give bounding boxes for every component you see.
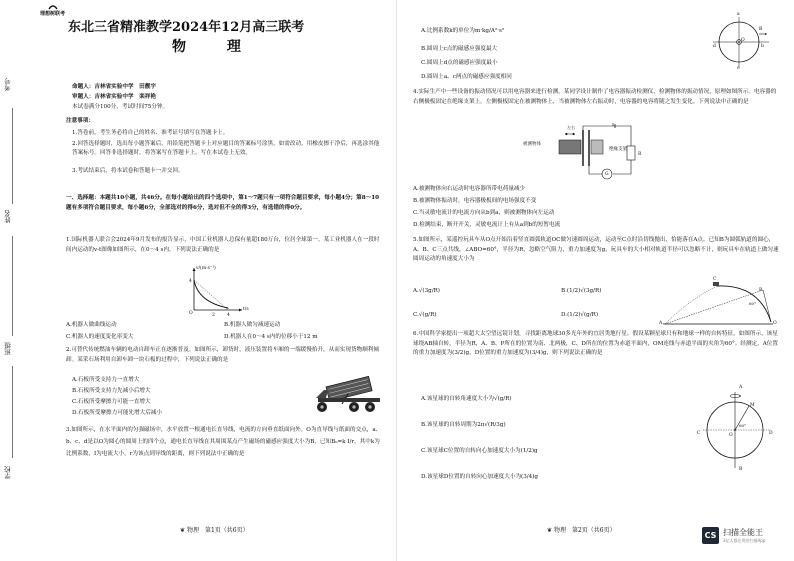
q4-option-d: D.检测结束，断开开关，灵敏电流计上有从a到b的短暂电流: [413, 222, 561, 228]
section-heading: 一、选择题：本题共10小题，共46分。在每小题给出的四个选项中，第1～7题只有一项符合题目要求，每小题4分；第8～10题有多项符合题目要求，每小题6分，全部选对的得6分，选对但不全的得3分，有选错的得0分。: [66, 195, 380, 211]
note-item: 2.回答选择题时，选出每小题答案后，用铅笔把答题卡上对应题目的答案标号涂黑。如需改动，用橡皮擦干净后，再选涂其他答案标号。回答非选择题时，将答案写在答题卡上，写在本试卷上无效。: [72, 141, 380, 156]
q5-option-b: B.(1/2)√(3g/R): [561, 288, 602, 294]
q4-fig-label-support: 绝缘支架: [609, 147, 627, 152]
q3-fig-label: O: [741, 38, 745, 43]
q6-fig-label: 60°: [739, 423, 747, 428]
question-4-stem: 4.实际生产中一些设备的振动情况可以用电容器来进行检测，某同学设计制作了电容器振动检测仪，检测物体的振动情况，原理如图所示。电容器的右侧极板固定在绝缘支架上，左侧极板固定在被测物体上，当被测物体左右振动时，电容器的电容将随之发生变化。下列说法中正确的是: [413, 89, 777, 105]
q2-option-c: C.石板所受摩擦力可能一直增大: [72, 399, 151, 405]
q5-option-c: C.√(g/R): [413, 312, 437, 318]
q4-option-a: A.被测物体向右运动时电容器所带电荷量减少: [413, 186, 526, 192]
q3-option-a: A.比例系数k的单位为m·kg/A²·s²: [421, 28, 505, 34]
question-3-stem: 3.如图所示，在水平面内的匀强磁场中，水平放置一根通电长直导线，电流的方向垂直纸面向外。O为直导线与纸面的交点，a、b、c、d是以O为圆心的圆周上的四个点，通电长直导线在其周围某点产生磁场的磁感应强度大小为B，已知B₀=k I/r，其中k为比例系数，I为电流大小，r为该点到导线的距离，则下列说法中正确的是: [66, 427, 382, 457]
q1-y-tick: 4: [189, 279, 192, 284]
q1-option-d: D.机器人在0～4 s内的位移小于12 m: [224, 334, 318, 340]
page-footer: ❦ 物理 第1页（共6页）: [180, 527, 249, 534]
q6-planet-figure: [701, 388, 771, 470]
q3-option-c: C.圆周上d点的磁感应强度最小: [421, 60, 498, 66]
binding-line: [12, 236, 13, 336]
subject-title: 物 理: [172, 39, 259, 55]
q1-option-c: C.机器人的速度变化率变大: [66, 334, 134, 340]
q4-option-b: B.被测物体振动时，电容器极板间的电场强度不变: [413, 198, 537, 204]
binding-line: [12, 108, 13, 204]
q1-x-tick: 4: [227, 313, 230, 318]
scanner-app-badge: [702, 525, 786, 549]
question-1-stem: 1.国际机器人联合会2024年9月发布的报告显示，中国工业机器人总保有量超180万台，位居全球第一。某工业机器人在一段时间内运动的v-t图像如图所示，在0～4 s内，下列说法正确的是: [66, 237, 380, 253]
q5-fig-label: O: [773, 321, 777, 326]
reviewer: 审题人：吉林省实验中学 栾祥艳: [72, 94, 156, 100]
q5-fig-label: C: [713, 277, 717, 282]
q5-track-figure: [659, 276, 777, 328]
q1-x-axis-label: t/s: [243, 307, 249, 312]
q5-fig-label: B: [759, 288, 763, 293]
brand-name: 理想树联考: [40, 11, 66, 17]
note-item: 1.答卷前，考生务必将自己的姓名、准考证号填写在答题卡上。: [72, 130, 229, 136]
question-2-stem: 2.可替代传统燃油车辆的电动自卸车正在逐渐普及。如图所示，卸货时，液压装置将车厢的一端缓慢抬升，从而实现货物顺利倾卸。某采石场利用自卸车卸一块石板的过程中，下列说法正确的是: [66, 347, 379, 363]
leaf-icon: ❦: [547, 527, 553, 534]
question-6-stem: 6.中国科学家提出一项超大太空望远镜计划，寻找距离地球30多光年外的宜居类地行星。假设某颗星球只有和地球一样的自转特征，如图所示，该星球绕AB轴自转，半径为R，A、B、P所在的位置为南、北两极，C、D所在的位置为赤道平面内，OM连线与赤道平面的夹角为60°。经测定，A位置的重力加速度为(3/2)g，D位置的重力加速度为(3/4)g，则下列说法正确的是: [413, 331, 778, 356]
q1-option-b: B.机器人做匀减速运动: [224, 322, 281, 328]
q6-fig-label: O: [729, 433, 733, 438]
binding-margin: [0, 0, 26, 561]
q3-option-d: D.圆周上a、c两点的磁感应强度相同: [421, 74, 512, 80]
q6-option-b: B.该星球的自转周期为2π√(R/3g): [421, 422, 506, 428]
binding-label-class: 班级: [4, 342, 12, 355]
question-5-stem: 5.如图所示，某遥控玩具车从O点开始沿着竖直圆弧轨道OC做匀速圆周运动，运动至C点时沿切线抛出，恰能落在A点。已知B为圆弧轨道的圆心，A、B、C三点共线，∠ABO=60°，半径为R，忽略空气阻力，重力加速度为g，玩具车的大小相对轨道半径可以忽略不计，则玩具车在轨道上做匀速圆周运动的角速度大小为: [413, 237, 779, 262]
q3-fig-label: B: [759, 27, 763, 32]
binding-label-school: 学校: [4, 466, 12, 479]
q2-option-b: B.石板所受支持力先减小后增大: [72, 388, 151, 394]
scanner-app-tagline: 3亿人都在用的扫描App: [723, 538, 766, 543]
q6-option-d: D.该星球D位置的自转向心加速度大小为(3/4)g: [421, 474, 538, 480]
exam-title: 东北三省精准教学2024年12月高三联考: [68, 20, 305, 35]
q3-fig-label: c: [737, 66, 740, 71]
binding-label-name: 姓名: [4, 210, 12, 223]
q1-option-a: A.机器人做曲线运动: [66, 322, 117, 328]
q6-fig-label: B: [739, 467, 743, 472]
q6-fig-label: D: [769, 431, 773, 436]
note-item: 3.考试结束后，将本试卷和答题卡一并交回。: [72, 168, 184, 174]
notes-title: 注意事项：: [66, 118, 94, 124]
camscanner-logo-icon: CS: [702, 527, 719, 544]
q1-origin: O: [189, 311, 193, 316]
q3-fig-label: a: [737, 12, 740, 17]
q6-option-a: A.该星球的自转角速度大小为√(g/R): [421, 396, 512, 402]
q4-fig-label-direction: 左右: [567, 125, 575, 130]
q2-option-a: A.石板所受支持力一直增大: [72, 377, 140, 383]
q5-fig-label: 60°: [749, 301, 757, 306]
page-footer: ❦ 物理 第2页（共6页）: [547, 527, 616, 534]
q6-fig-label: M: [750, 403, 755, 408]
q3-option-b: B.圆周上c点的磁感应强度最大: [421, 46, 498, 52]
right-page: [397, 0, 794, 561]
q4-option-c: C.当灵敏电流计的电流方向从b到a，则被测物体向左运动: [413, 210, 555, 216]
q5-option-d: D.(1/2)√(g/R): [561, 312, 599, 318]
leaf-icon: ❦: [180, 527, 186, 534]
scanner-app-name: 扫描全能王: [723, 528, 763, 537]
q1-y-axis-label: v/(m·s⁻¹): [196, 266, 216, 271]
brand-logo-icon: [48, 4, 58, 10]
q4-fig-label-resistor: R: [638, 152, 642, 157]
q5-option-a: A.√(3g/R): [413, 288, 440, 294]
q3-fig-label: d: [713, 44, 716, 49]
q6-fig-label: A: [739, 385, 743, 390]
proposer: 命题人：吉林省实验中学 田靓宇: [72, 84, 156, 90]
dump-truck-illustration: [312, 372, 384, 416]
q5-fig-label: A: [659, 321, 663, 326]
q1-x-tick: 2: [212, 313, 215, 318]
q3-fig-label: b: [761, 44, 764, 49]
scoring-info: 本试卷满分100分，考试时间75分钟。: [72, 104, 169, 110]
q4-fig-label-object: 被测物体: [523, 142, 541, 147]
q4-fig-label-galvanometer: G: [605, 172, 609, 177]
q6-fig-label: C: [697, 431, 701, 436]
binding-label-exam-number: 考号: [4, 78, 12, 91]
q6-option-c: C.该星球C位置的自转向心加速度大小为(1/2)g: [421, 448, 538, 454]
q2-option-d: D.石板所受摩擦力可能先增大后减小: [72, 410, 162, 416]
binding-line: [12, 366, 13, 458]
